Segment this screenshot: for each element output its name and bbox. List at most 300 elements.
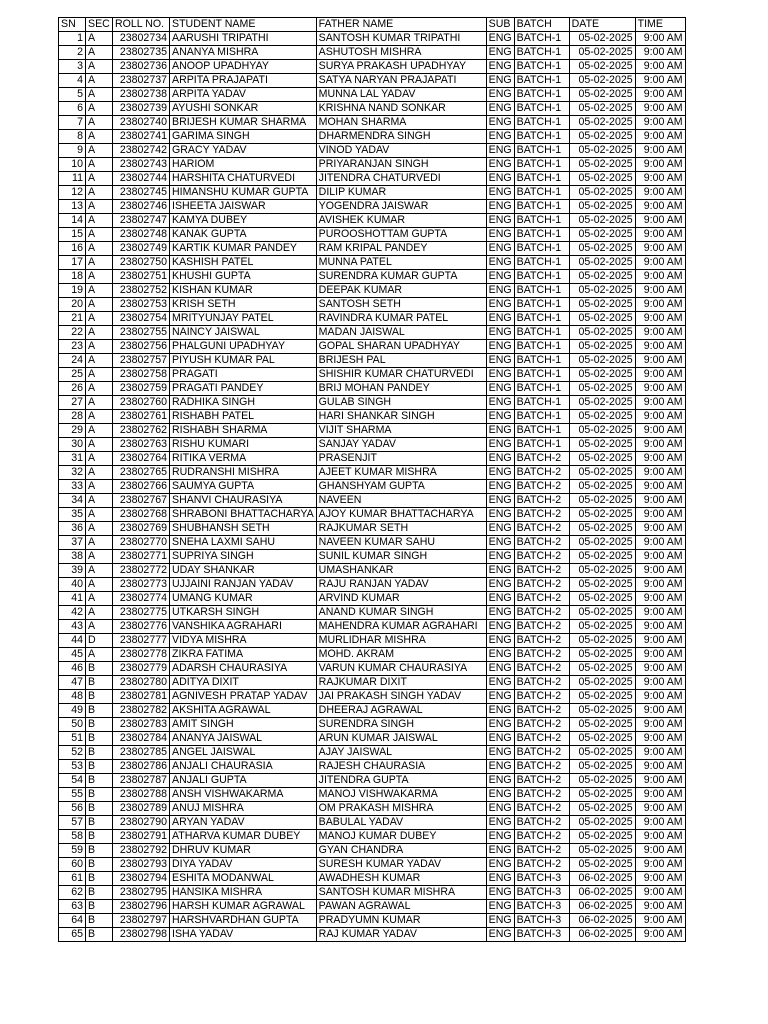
cell-student-name: HARIOM	[170, 158, 317, 172]
cell-batch: BATCH-2	[514, 564, 569, 578]
cell-date: 05-02-2025	[569, 844, 635, 858]
cell-sec: A	[86, 396, 113, 410]
cell-sn: 33	[59, 480, 86, 494]
cell-sn: 3	[59, 60, 86, 74]
cell-sub: ENG	[486, 270, 514, 284]
cell-student-name: ISHEETA JAISWAR	[170, 200, 317, 214]
cell-roll-no: 23802796	[113, 900, 170, 914]
cell-roll-no: 23802751	[113, 270, 170, 284]
cell-sub: ENG	[486, 130, 514, 144]
table-row	[59, 158, 686, 172]
cell-sn: 62	[59, 886, 86, 900]
cell-batch: BATCH-2	[514, 508, 569, 522]
cell-batch: BATCH-1	[514, 270, 569, 284]
cell-sec: A	[86, 172, 113, 186]
cell-sub: ENG	[486, 74, 514, 88]
cell-date: 05-02-2025	[569, 760, 635, 774]
cell-sn: 61	[59, 872, 86, 886]
cell-roll-no: 23802761	[113, 410, 170, 424]
cell-sub: ENG	[486, 620, 514, 634]
cell-roll-no: 23802748	[113, 228, 170, 242]
cell-student-name: ADITYA DIXIT	[170, 676, 317, 690]
cell-student-name: DHRUV KUMAR	[170, 844, 317, 858]
cell-roll-no: 23802755	[113, 326, 170, 340]
cell-roll-no: 23802750	[113, 256, 170, 270]
cell-sub: ENG	[486, 746, 514, 760]
table-row	[59, 424, 686, 438]
cell-date: 05-02-2025	[569, 158, 635, 172]
table-row	[59, 830, 686, 844]
cell-student-name: ZIKRA FATIMA	[170, 648, 317, 662]
cell-time: 9:00 AM	[635, 606, 685, 620]
cell-date: 05-02-2025	[569, 592, 635, 606]
table-row	[59, 466, 686, 480]
cell-sn: 57	[59, 816, 86, 830]
cell-batch: BATCH-1	[514, 102, 569, 116]
cell-student-name: SNEHA LAXMI SAHU	[170, 536, 317, 550]
cell-batch: BATCH-2	[514, 690, 569, 704]
cell-sub: ENG	[486, 186, 514, 200]
cell-date: 05-02-2025	[569, 102, 635, 116]
cell-roll-no: 23802775	[113, 606, 170, 620]
cell-time: 9:00 AM	[635, 886, 685, 900]
cell-batch: BATCH-1	[514, 186, 569, 200]
cell-sub: ENG	[486, 522, 514, 536]
cell-student-name: MRITYUNJAY PATEL	[170, 312, 317, 326]
cell-time: 9:00 AM	[635, 396, 685, 410]
cell-student-name: BRIJESH KUMAR SHARMA	[170, 116, 317, 130]
cell-date: 05-02-2025	[569, 116, 635, 130]
cell-batch: BATCH-2	[514, 648, 569, 662]
cell-batch: BATCH-1	[514, 368, 569, 382]
table-row	[59, 130, 686, 144]
cell-roll-no: 23802739	[113, 102, 170, 116]
cell-sub: ENG	[486, 228, 514, 242]
cell-date: 05-02-2025	[569, 60, 635, 74]
cell-sn: 8	[59, 130, 86, 144]
cell-father-name: DHEERAJ AGRAWAL	[316, 704, 486, 718]
cell-father-name: SURESH KUMAR YADAV	[316, 858, 486, 872]
cell-father-name: HARI SHANKAR SINGH	[316, 410, 486, 424]
table-row	[59, 494, 686, 508]
cell-sec: A	[86, 88, 113, 102]
cell-sn: 31	[59, 452, 86, 466]
cell-sec: A	[86, 354, 113, 368]
cell-time: 9:00 AM	[635, 536, 685, 550]
cell-date: 05-02-2025	[569, 46, 635, 60]
cell-batch: BATCH-1	[514, 88, 569, 102]
cell-batch: BATCH-2	[514, 620, 569, 634]
cell-date: 05-02-2025	[569, 172, 635, 186]
cell-roll-no: 23802783	[113, 718, 170, 732]
cell-roll-no: 23802736	[113, 60, 170, 74]
cell-time: 9:00 AM	[635, 704, 685, 718]
cell-date: 05-02-2025	[569, 74, 635, 88]
table-row	[59, 900, 686, 914]
table-row	[59, 102, 686, 116]
cell-student-name: VIDYA MISHRA	[170, 634, 317, 648]
cell-student-name: PHALGUNI UPADHYAY	[170, 340, 317, 354]
cell-sub: ENG	[486, 144, 514, 158]
cell-student-name: PRAGATI PANDEY	[170, 382, 317, 396]
cell-batch: BATCH-1	[514, 116, 569, 130]
cell-student-name: ISHA YADAV	[170, 928, 317, 942]
cell-sub: ENG	[486, 494, 514, 508]
table-row	[59, 354, 686, 368]
cell-student-name: UDAY SHANKAR	[170, 564, 317, 578]
cell-sub: ENG	[486, 46, 514, 60]
cell-roll-no: 23802770	[113, 536, 170, 550]
cell-sn: 40	[59, 578, 86, 592]
cell-time: 9:00 AM	[635, 928, 685, 942]
cell-sub: ENG	[486, 410, 514, 424]
cell-batch: BATCH-2	[514, 774, 569, 788]
cell-student-name: RISHABH SHARMA	[170, 424, 317, 438]
table-row	[59, 746, 686, 760]
cell-sub: ENG	[486, 368, 514, 382]
cell-father-name: SURENDRA KUMAR GUPTA	[316, 270, 486, 284]
cell-batch: BATCH-2	[514, 718, 569, 732]
cell-student-name: KHUSHI GUPTA	[170, 270, 317, 284]
cell-sn: 18	[59, 270, 86, 284]
cell-father-name: RAM KRIPAL PANDEY	[316, 242, 486, 256]
cell-time: 9:00 AM	[635, 452, 685, 466]
cell-father-name: DEEPAK KUMAR	[316, 284, 486, 298]
cell-student-name: HANSIKA MISHRA	[170, 886, 317, 900]
cell-sub: ENG	[486, 424, 514, 438]
table-row	[59, 452, 686, 466]
cell-batch: BATCH-1	[514, 326, 569, 340]
cell-sec: A	[86, 536, 113, 550]
cell-father-name: AWADHESH KUMAR	[316, 872, 486, 886]
table-row	[59, 690, 686, 704]
table-row	[59, 774, 686, 788]
cell-date: 05-02-2025	[569, 144, 635, 158]
cell-roll-no: 23802773	[113, 578, 170, 592]
cell-date: 05-02-2025	[569, 508, 635, 522]
cell-sub: ENG	[486, 480, 514, 494]
cell-roll-no: 23802745	[113, 186, 170, 200]
cell-sec: A	[86, 340, 113, 354]
cell-time: 9:00 AM	[635, 214, 685, 228]
cell-batch: BATCH-2	[514, 578, 569, 592]
cell-roll-no: 23802742	[113, 144, 170, 158]
cell-father-name: MAHENDRA KUMAR AGRAHARI	[316, 620, 486, 634]
cell-father-name: PRASENJIT	[316, 452, 486, 466]
cell-time: 9:00 AM	[635, 802, 685, 816]
cell-batch: BATCH-1	[514, 242, 569, 256]
cell-roll-no: 23802757	[113, 354, 170, 368]
cell-father-name: PRADYUMN KUMAR	[316, 914, 486, 928]
cell-date: 05-02-2025	[569, 326, 635, 340]
cell-student-name: SHRABONI BHATTACHARYA	[170, 508, 317, 522]
cell-father-name: BABULAL YADAV	[316, 816, 486, 830]
header-batch: BATCH	[514, 18, 569, 32]
cell-sec: A	[86, 116, 113, 130]
cell-father-name: DHARMENDRA SINGH	[316, 130, 486, 144]
cell-roll-no: 23802746	[113, 200, 170, 214]
cell-date: 05-02-2025	[569, 466, 635, 480]
cell-sn: 15	[59, 228, 86, 242]
cell-date: 05-02-2025	[569, 788, 635, 802]
cell-roll-no: 23802740	[113, 116, 170, 130]
cell-date: 05-02-2025	[569, 816, 635, 830]
cell-roll-no: 23802769	[113, 522, 170, 536]
cell-student-name: KASHISH PATEL	[170, 256, 317, 270]
cell-sub: ENG	[486, 536, 514, 550]
cell-batch: BATCH-1	[514, 312, 569, 326]
cell-sn: 19	[59, 284, 86, 298]
cell-sub: ENG	[486, 844, 514, 858]
cell-batch: BATCH-1	[514, 424, 569, 438]
cell-batch: BATCH-1	[514, 214, 569, 228]
cell-time: 9:00 AM	[635, 522, 685, 536]
cell-father-name: RAJKUMAR SETH	[316, 522, 486, 536]
cell-date: 05-02-2025	[569, 746, 635, 760]
header-sec: SEC	[86, 18, 113, 32]
cell-student-name: RUDRANSHI MISHRA	[170, 466, 317, 480]
table-row	[59, 88, 686, 102]
cell-sn: 37	[59, 536, 86, 550]
cell-time: 9:00 AM	[635, 858, 685, 872]
header-father-name: FATHER NAME	[316, 18, 486, 32]
cell-father-name: MANOJ KUMAR DUBEY	[316, 830, 486, 844]
cell-sn: 27	[59, 396, 86, 410]
cell-time: 9:00 AM	[635, 438, 685, 452]
cell-date: 05-02-2025	[569, 396, 635, 410]
table-row	[59, 298, 686, 312]
table-row	[59, 886, 686, 900]
cell-roll-no: 23802781	[113, 690, 170, 704]
cell-sub: ENG	[486, 830, 514, 844]
cell-sn: 41	[59, 592, 86, 606]
cell-batch: BATCH-1	[514, 228, 569, 242]
cell-father-name: VINOD YADAV	[316, 144, 486, 158]
cell-roll-no: 23802765	[113, 466, 170, 480]
cell-sub: ENG	[486, 242, 514, 256]
cell-sn: 24	[59, 354, 86, 368]
cell-father-name: MUNNA LAL YADAV	[316, 88, 486, 102]
cell-sec: A	[86, 620, 113, 634]
cell-sub: ENG	[486, 578, 514, 592]
cell-date: 05-02-2025	[569, 32, 635, 46]
cell-time: 9:00 AM	[635, 900, 685, 914]
cell-student-name: UMANG KUMAR	[170, 592, 317, 606]
cell-sub: ENG	[486, 284, 514, 298]
cell-date: 05-02-2025	[569, 830, 635, 844]
cell-batch: BATCH-3	[514, 914, 569, 928]
cell-roll-no: 23802794	[113, 872, 170, 886]
cell-sub: ENG	[486, 256, 514, 270]
cell-batch: BATCH-2	[514, 522, 569, 536]
cell-date: 05-02-2025	[569, 564, 635, 578]
cell-sec: A	[86, 242, 113, 256]
cell-batch: BATCH-1	[514, 354, 569, 368]
cell-roll-no: 23802744	[113, 172, 170, 186]
cell-father-name: MOHD. AKRAM	[316, 648, 486, 662]
table-row	[59, 368, 686, 382]
cell-sub: ENG	[486, 172, 514, 186]
cell-sub: ENG	[486, 816, 514, 830]
student-batch-table	[58, 17, 686, 942]
cell-father-name: AVISHEK KUMAR	[316, 214, 486, 228]
cell-father-name: SURENDRA SINGH	[316, 718, 486, 732]
cell-batch: BATCH-2	[514, 480, 569, 494]
cell-father-name: GULAB SINGH	[316, 396, 486, 410]
cell-sec: B	[86, 662, 113, 676]
cell-student-name: ANANYA MISHRA	[170, 46, 317, 60]
cell-student-name: ANANYA JAISWAL	[170, 732, 317, 746]
table-row	[59, 284, 686, 298]
cell-father-name: ASHUTOSH MISHRA	[316, 46, 486, 60]
cell-sec: A	[86, 32, 113, 46]
cell-batch: BATCH-2	[514, 550, 569, 564]
cell-sn: 45	[59, 648, 86, 662]
cell-date: 05-02-2025	[569, 774, 635, 788]
cell-roll-no: 23802762	[113, 424, 170, 438]
cell-date: 05-02-2025	[569, 606, 635, 620]
cell-sec: A	[86, 270, 113, 284]
cell-father-name: SANTOSH KUMAR TRIPATHI	[316, 32, 486, 46]
cell-sub: ENG	[486, 802, 514, 816]
cell-sec: A	[86, 508, 113, 522]
cell-roll-no: 23802772	[113, 564, 170, 578]
cell-date: 05-02-2025	[569, 228, 635, 242]
cell-date: 05-02-2025	[569, 256, 635, 270]
cell-batch: BATCH-2	[514, 606, 569, 620]
cell-time: 9:00 AM	[635, 788, 685, 802]
cell-date: 05-02-2025	[569, 312, 635, 326]
cell-student-name: VANSHIKA AGRAHARI	[170, 620, 317, 634]
cell-sec: A	[86, 424, 113, 438]
cell-father-name: VIJIT SHARMA	[316, 424, 486, 438]
cell-roll-no: 23802780	[113, 676, 170, 690]
cell-sub: ENG	[486, 452, 514, 466]
cell-father-name: NAVEEN KUMAR SAHU	[316, 536, 486, 550]
cell-batch: BATCH-3	[514, 928, 569, 942]
cell-sec: B	[86, 746, 113, 760]
cell-roll-no: 23802776	[113, 620, 170, 634]
cell-sec: A	[86, 228, 113, 242]
cell-batch: BATCH-1	[514, 172, 569, 186]
cell-sec: B	[86, 886, 113, 900]
cell-date: 05-02-2025	[569, 802, 635, 816]
cell-sub: ENG	[486, 312, 514, 326]
cell-sn: 28	[59, 410, 86, 424]
cell-father-name: GHANSHYAM GUPTA	[316, 480, 486, 494]
cell-sn: 21	[59, 312, 86, 326]
cell-date: 06-02-2025	[569, 886, 635, 900]
cell-father-name: VARUN KUMAR CHAURASIYA	[316, 662, 486, 676]
cell-sub: ENG	[486, 606, 514, 620]
cell-date: 05-02-2025	[569, 242, 635, 256]
cell-batch: BATCH-1	[514, 158, 569, 172]
cell-sub: ENG	[486, 886, 514, 900]
cell-sec: B	[86, 718, 113, 732]
table-row	[59, 214, 686, 228]
table-row	[59, 858, 686, 872]
cell-time: 9:00 AM	[635, 466, 685, 480]
cell-father-name: MURLIDHAR MISHRA	[316, 634, 486, 648]
cell-date: 05-02-2025	[569, 704, 635, 718]
cell-father-name: JITENDRA CHATURVEDI	[316, 172, 486, 186]
header-date: DATE	[569, 18, 635, 32]
cell-time: 9:00 AM	[635, 760, 685, 774]
cell-sec: A	[86, 382, 113, 396]
cell-father-name: RAVINDRA KUMAR PATEL	[316, 312, 486, 326]
cell-father-name: RAJESH CHAURASIA	[316, 760, 486, 774]
cell-father-name: SANTOSH KUMAR MISHRA	[316, 886, 486, 900]
cell-sub: ENG	[486, 900, 514, 914]
cell-date: 05-02-2025	[569, 480, 635, 494]
cell-time: 9:00 AM	[635, 718, 685, 732]
cell-sec: A	[86, 466, 113, 480]
cell-sub: ENG	[486, 326, 514, 340]
cell-roll-no: 23802797	[113, 914, 170, 928]
cell-father-name: RAJ KUMAR YADAV	[316, 928, 486, 942]
cell-time: 9:00 AM	[635, 424, 685, 438]
cell-time: 9:00 AM	[635, 200, 685, 214]
table-row	[59, 186, 686, 200]
cell-date: 05-02-2025	[569, 522, 635, 536]
cell-sub: ENG	[486, 564, 514, 578]
cell-roll-no: 23802778	[113, 648, 170, 662]
cell-sec: B	[86, 704, 113, 718]
cell-father-name: SATYA NARYAN PRAJAPATI	[316, 74, 486, 88]
cell-roll-no: 23802798	[113, 928, 170, 942]
cell-student-name: RADHIKA SINGH	[170, 396, 317, 410]
cell-father-name: UMASHANKAR	[316, 564, 486, 578]
cell-sec: B	[86, 774, 113, 788]
cell-date: 05-02-2025	[569, 200, 635, 214]
cell-sn: 4	[59, 74, 86, 88]
cell-roll-no: 23802791	[113, 830, 170, 844]
cell-sec: A	[86, 298, 113, 312]
cell-sub: ENG	[486, 928, 514, 942]
cell-father-name: ANAND KUMAR SINGH	[316, 606, 486, 620]
table-row	[59, 928, 686, 942]
cell-time: 9:00 AM	[635, 844, 685, 858]
cell-date: 05-02-2025	[569, 214, 635, 228]
cell-student-name: RITIKA VERMA	[170, 452, 317, 466]
cell-time: 9:00 AM	[635, 634, 685, 648]
cell-student-name: NAINCY JAISWAL	[170, 326, 317, 340]
cell-sn: 14	[59, 214, 86, 228]
cell-date: 05-02-2025	[569, 354, 635, 368]
cell-sec: A	[86, 494, 113, 508]
cell-time: 9:00 AM	[635, 116, 685, 130]
table-row	[59, 844, 686, 858]
cell-student-name: ANJALI CHAURASIA	[170, 760, 317, 774]
cell-sn: 17	[59, 256, 86, 270]
cell-roll-no: 23802737	[113, 74, 170, 88]
cell-sn: 65	[59, 928, 86, 942]
cell-father-name: PUROOSHOTTAM GUPTA	[316, 228, 486, 242]
cell-sn: 53	[59, 760, 86, 774]
cell-sn: 1	[59, 32, 86, 46]
cell-date: 05-02-2025	[569, 662, 635, 676]
cell-father-name: JITENDRA GUPTA	[316, 774, 486, 788]
cell-roll-no: 23802758	[113, 368, 170, 382]
table-row	[59, 172, 686, 186]
cell-time: 9:00 AM	[635, 60, 685, 74]
cell-sn: 22	[59, 326, 86, 340]
cell-sub: ENG	[486, 88, 514, 102]
table-body	[59, 32, 686, 942]
cell-time: 9:00 AM	[635, 914, 685, 928]
cell-time: 9:00 AM	[635, 172, 685, 186]
cell-sn: 39	[59, 564, 86, 578]
